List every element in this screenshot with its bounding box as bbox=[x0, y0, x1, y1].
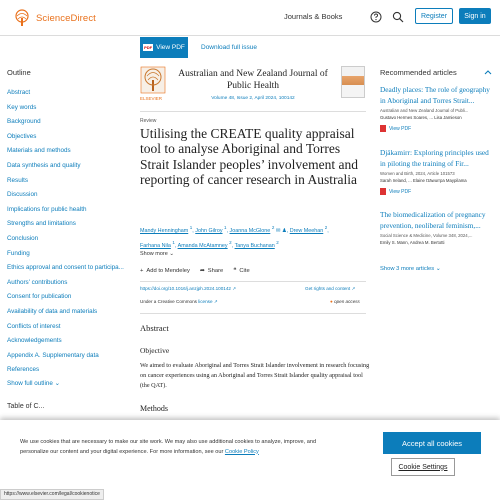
outline-item[interactable]: Strengths and limitations bbox=[7, 220, 76, 228]
article-tools bbox=[140, 268, 250, 274]
recommended-article-title[interactable]: The biomedicalization of pregnancy prevention, neoliberal feminism,... bbox=[380, 210, 486, 230]
author-link[interactable]: Drew Meehan bbox=[289, 227, 324, 234]
abstract-heading: Abstract bbox=[140, 323, 169, 333]
recommended-article-authors: Sarah Ireland, ... Elaine Ŋäwurrpa Maypilama bbox=[380, 178, 467, 183]
open-access-badge bbox=[330, 299, 360, 304]
license-info bbox=[140, 299, 218, 305]
outline-item[interactable]: Materials and methods bbox=[7, 147, 71, 155]
publisher-name: ELSEVIER bbox=[140, 96, 163, 101]
cookie-message-text: We use cookies that are necessary to make our site work. We may also use additional cookies to analyze, improve, and personalize our content and your digital experience. For more information, see our bbox=[20, 439, 317, 455]
author-link[interactable]: Tanya Buchanan bbox=[234, 242, 275, 249]
rights-link[interactable] bbox=[305, 286, 355, 292]
outline-item[interactable]: Background bbox=[7, 118, 41, 126]
recommended-article-source: Women and Birth, 2024, Article 101573 bbox=[380, 171, 455, 176]
recommended-article bbox=[380, 85, 493, 132]
author-list bbox=[140, 222, 368, 252]
plus-icon: + bbox=[140, 268, 144, 274]
outline-item[interactable]: References bbox=[7, 366, 40, 374]
show-full-outline-label: Show full outline bbox=[7, 380, 53, 387]
search-icon[interactable] bbox=[392, 11, 404, 23]
divider bbox=[140, 281, 366, 282]
methods-heading: Methods bbox=[140, 404, 168, 413]
cite-label: Cite bbox=[239, 268, 250, 274]
author-affiliation: 2 bbox=[229, 239, 232, 245]
author-affiliation: 2 bbox=[324, 225, 328, 230]
sciencedirect-logo[interactable] bbox=[12, 9, 96, 27]
download-full-issue-link[interactable]: Download full issue bbox=[201, 44, 258, 51]
recommended-article bbox=[380, 210, 493, 245]
external-link-icon: ↗ bbox=[351, 286, 356, 291]
author-line: Farhana Nila $^1$, Amanda McAtamney $^2$, Tanya Buchanan $^2$ bbox=[140, 239, 279, 249]
elsevier-logo-icon bbox=[140, 66, 166, 94]
author-link[interactable]: Mandy Henningham bbox=[140, 227, 189, 234]
share-label: Share bbox=[207, 268, 224, 274]
license-prefix: Under a Creative Commons bbox=[140, 299, 197, 304]
cookie-policy-link[interactable]: Cookie Policy bbox=[224, 448, 259, 455]
open-lock-icon: ● bbox=[330, 299, 333, 304]
chevron-up-icon[interactable] bbox=[484, 69, 492, 75]
logo-text: ScienceDirect bbox=[36, 12, 96, 24]
cookie-message bbox=[20, 438, 320, 457]
outline-item[interactable]: Data synthesis and quality bbox=[7, 161, 81, 169]
pdf-icon bbox=[380, 188, 386, 195]
elsevier-tree-icon bbox=[12, 9, 32, 27]
outline-list bbox=[7, 86, 127, 378]
show-more-button[interactable] bbox=[140, 251, 174, 257]
outline-item[interactable]: Objectives bbox=[7, 132, 37, 140]
show-more-articles-label: Show 3 more articles bbox=[380, 266, 435, 272]
pdf-icon: PDF bbox=[144, 45, 153, 50]
chevron-down-icon: ⌄ bbox=[435, 266, 441, 272]
recommended-article-title[interactable]: Deadly places: The role of geography in Aboriginal and Torres Strait... bbox=[380, 85, 490, 105]
top-header bbox=[0, 0, 500, 36]
chevron-down-icon: ⌄ bbox=[54, 380, 60, 387]
license-link[interactable]: license bbox=[198, 299, 213, 304]
accept-all-cookies-button[interactable]: Accept all cookies bbox=[383, 432, 481, 454]
journals-books-link[interactable]: Journals & Books bbox=[284, 12, 343, 21]
cookie-settings-button[interactable]: Cookie Settings bbox=[391, 458, 455, 476]
author-link[interactable]: Joanna McGlone bbox=[229, 227, 271, 234]
divider bbox=[140, 111, 366, 112]
sign-in-button[interactable]: Sign in bbox=[459, 8, 491, 24]
recommended-article-source: Australian and New Zealand Journal of Publi... bbox=[380, 108, 469, 113]
article-action-bar bbox=[140, 37, 257, 58]
view-pdf-label: View PDF bbox=[156, 44, 185, 51]
outline-item[interactable]: Abstract bbox=[7, 89, 31, 96]
recommended-articles-title: Recommended articles bbox=[380, 68, 457, 77]
people-icon: ♟ bbox=[281, 227, 287, 234]
help-icon[interactable] bbox=[370, 11, 382, 23]
recommended-article bbox=[380, 148, 493, 195]
cite-button[interactable] bbox=[233, 268, 249, 274]
table-of-contents-heading: Table of C... bbox=[7, 403, 45, 410]
recommended-article-authors: Gustavo Hermes Soares, ... Lisa Jamieson bbox=[380, 115, 462, 120]
outline-item[interactable]: Results bbox=[7, 176, 28, 184]
outline-item[interactable]: Key words bbox=[7, 103, 37, 111]
outline-item[interactable]: Availability of data and materials bbox=[7, 307, 98, 315]
author-link[interactable]: Amanda McAtamney bbox=[177, 242, 228, 249]
article-title: Utilising the CREATE quality appraisal tool to analyse Aboriginal and Torres Strait Islander peoples’ involvement and reporting of cancer research in Australia bbox=[140, 126, 358, 188]
outline-item[interactable]: Ethics approval and consent to participa... bbox=[7, 264, 124, 272]
author-link[interactable]: John Gilroy bbox=[195, 227, 223, 234]
email-icon[interactable]: ✉ bbox=[275, 227, 281, 234]
doi-label: https://doi.org/10.1016/j.anzjph.2024.100142 bbox=[140, 286, 231, 291]
author-affiliation: 2 bbox=[276, 239, 279, 245]
pdf-icon bbox=[380, 125, 386, 132]
author-line: Mandy Henningham $^1$, John Gilroy $^1$, Joanna McGlone $^2$ ✉ ♟, Drew Meehan $^2$, bbox=[140, 225, 329, 234]
objective-heading: Objective bbox=[140, 346, 170, 355]
cookie-banner bbox=[0, 420, 500, 500]
outline-item[interactable]: Authors' contributions bbox=[7, 278, 68, 286]
view-pdf-button[interactable] bbox=[140, 37, 188, 58]
register-button[interactable]: Register bbox=[415, 8, 453, 24]
recommended-view-pdf-link[interactable] bbox=[380, 125, 493, 132]
author-affiliation: 1 bbox=[224, 225, 227, 230]
journal-title[interactable]: Australian and New Zealand Journal of Public Health bbox=[178, 69, 328, 91]
outline-item[interactable]: Conflicts of interest bbox=[7, 322, 61, 330]
outline-title: Outline bbox=[7, 68, 31, 77]
article-type: Review bbox=[140, 118, 157, 124]
show-more-label: Show more bbox=[140, 251, 168, 257]
chevron-down-icon: ⌄ bbox=[169, 251, 174, 257]
author-affiliation: 1 bbox=[189, 225, 193, 230]
doi-link[interactable] bbox=[140, 286, 236, 292]
recommended-article-source: Social Science & Medicine, Volume 348, 2024,... bbox=[380, 233, 473, 238]
share-icon: ➦ bbox=[199, 268, 205, 274]
outline-item[interactable]: Funding bbox=[7, 249, 30, 257]
view-pdf-label: View PDF bbox=[389, 125, 412, 132]
external-link-icon: ↗ bbox=[232, 286, 237, 291]
add-to-mendeley-label: Add to Mendeley bbox=[146, 268, 190, 274]
share-button[interactable] bbox=[200, 268, 223, 274]
add-to-mendeley-button[interactable] bbox=[140, 268, 190, 274]
view-pdf-label: View PDF bbox=[389, 188, 412, 195]
outline-item[interactable]: Implications for public health bbox=[7, 205, 87, 213]
rights-label: Get rights and content bbox=[305, 286, 351, 291]
external-link-icon: ↗ bbox=[213, 299, 218, 304]
outline-sidebar bbox=[0, 62, 130, 410]
outline-item[interactable]: Conclusion bbox=[7, 234, 39, 242]
recommended-article-title[interactable]: Djäkamirr: Exploring principles used in piloting the training of Fir... bbox=[380, 148, 489, 168]
status-bar-url: https://www.elsevier.com/legal/cookienotice bbox=[0, 489, 104, 500]
quote-icon: ❝ bbox=[233, 268, 237, 274]
recommended-view-pdf-link[interactable] bbox=[380, 188, 493, 195]
author-link[interactable]: Farhana Nila bbox=[140, 242, 171, 249]
journal-volume-info[interactable]: Volume 48, Issue 2, April 2024, 100142 bbox=[211, 96, 295, 101]
author-affiliation: 2 bbox=[271, 225, 275, 230]
show-more-articles-link[interactable] bbox=[380, 266, 441, 272]
objective-text: We aimed to evaluate Aboriginal and Torres Strait Islander involvement in research focusing on cancer experiences using an Aboriginal and Torres Strait Islander quality appraisal tool (the QAT). bbox=[140, 362, 370, 389]
journal-cover-image[interactable] bbox=[341, 66, 365, 98]
divider bbox=[140, 313, 366, 314]
show-full-outline-link[interactable] bbox=[7, 380, 60, 387]
outline-item[interactable]: Appendix A. Supplementary data bbox=[7, 351, 99, 359]
open-access-label: open access bbox=[334, 299, 360, 304]
outline-item[interactable]: Acknowledgements bbox=[7, 337, 62, 345]
author-affiliation: 1 bbox=[172, 239, 175, 245]
outline-item[interactable]: Discussion bbox=[7, 191, 38, 199]
recommended-article-authors: Emily S. Mann, Andrea M. Bertotti bbox=[380, 240, 445, 245]
outline-item[interactable]: Consent for publication bbox=[7, 293, 72, 301]
